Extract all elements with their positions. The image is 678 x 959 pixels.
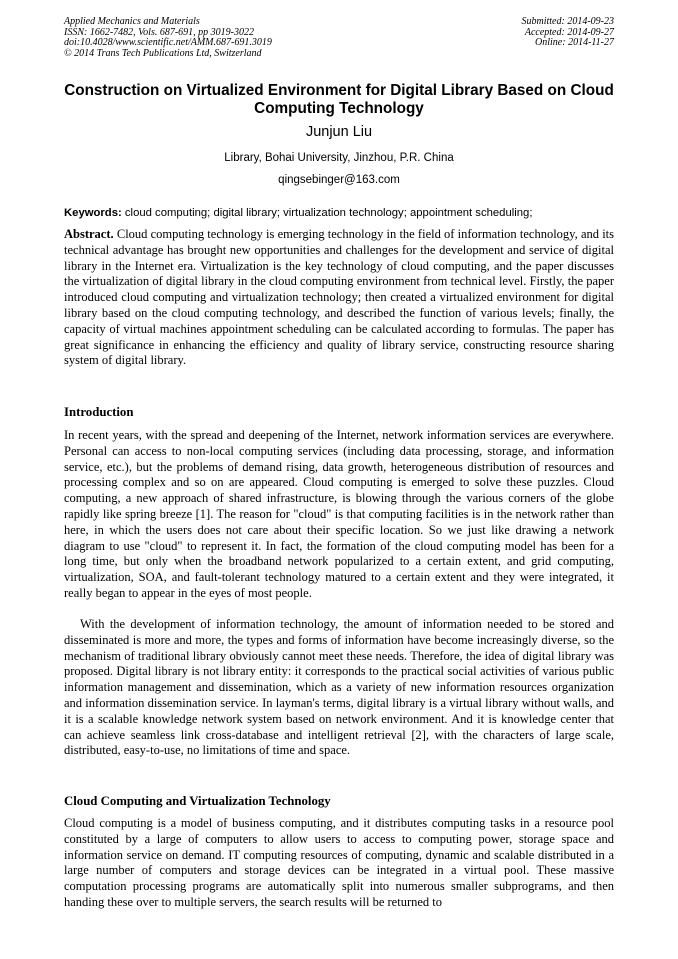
accepted-date: Accepted: 2014-09-27	[524, 26, 614, 38]
section-heading-introduction: Introduction	[64, 405, 134, 419]
issn-line: ISSN: 1662-7482, Vols. 687-691, pp 3019-3022	[64, 26, 254, 38]
submitted-date: Submitted: 2014-09-23	[521, 16, 614, 27]
section-heading-cloud-computing: Cloud Computing and Virtualization Technology	[64, 794, 331, 808]
doi-line: doi:10.4028/www.scientific.net/AMM.687-691.3019	[64, 37, 272, 48]
journal-name: Applied Mechanics and Materials	[64, 16, 200, 27]
introduction-paragraph-1: In recent years, with the spread and deepening of the Internet, network information services are everywhere. Personal can access to non-local computing services (including data processing, storage, and information service, etc.), but the problems of demand rising, data growth, heterogeneous distribution of resources and processing complex and so on are appeared. Cloud computing is emerged to solve these puzzles. Cloud computing, a new approach of shared infrastructure, is blowing through the various corners of the globe rapidly like spring breeze [1]. The reason for "cloud" is that computing facilities is in the network rather than here, in which the users does not care about their specific location. So we just like drawing a network diagram to use "cloud" to represent it. In fact, the formation of the cloud computing model has been for a long time, but only when the broadband network popularized to a certain extent, and grid computing, virtualization, SOA, and fault-tolerant technology matured to a certain extent and they were integrated, it really began to appear in the eyes of most people.	[64, 428, 614, 600]
cloud-computing-paragraph-1: Cloud computing is a model of business computing, and it distributes computing tasks in a resource pool constituted by a large of computers to allow users to access to computing power, storage space and information service on demand. IT computing resources of computing, dynamic and scalable distributed in a large number of computers and storage devices can be integrated in a virtual pool. These massive computation processing programs are automatically split into numerous smaller subprograms, and then handing these over to multiple servers, the search results will be returned to	[64, 816, 614, 909]
journal-info	[64, 17, 272, 59]
paper-title: Construction on Virtualized Environment for Digital Library Based on Cloud Computing Technology	[64, 82, 614, 117]
introduction-paragraph-2: With the development of information technology, the amount of information needed to be stored and disseminated is more and more, the types and forms of information have become increasingly diverse, so the mechanism of traditional library obviously cannot meet these needs. Therefore, the idea of digital library was proposed. Digital library is not library entity: it corresponds to the practical social activities of various public information management and dissemination, which as a variety of new information resources organization and information dissemination service. In layman's terms, digital library is a virtual library without walls, and it is a scalable knowledge network system based on network environment. And it is knowledge center that can achieve seamless link cross-database and intelligent retrieval [2], with the characters of large scale, distributed, easy-to-use, no limitations of time and space.	[64, 617, 614, 758]
author-affiliation: Library, Bohai University, Jinzhou, P.R. China	[224, 152, 454, 164]
online-date: Online: 2014-11-27	[535, 37, 614, 48]
abstract-text: Cloud computing technology is emerging technology in the field of information technology, and its technical advantage has brought new opportunities and challenges for the development and service of digital library in the Internet era. Virtualization is the key technology of cloud computing, and the paper discusses the virtualization of digital library in the cloud computing environment from technical level. Firstly, the paper introduced cloud computing and virtualization technology; then created a virtualized environment for digital library based on the cloud computing technology, and described the function of various levels; finally, the capacity of virtual machines appointment scheduling can be calculated according to formulas. The paper has great significance in enhancing the efficiency and quality of library service, constructing resource sharing system of digital library.	[64, 227, 615, 368]
author-name: Junjun Liu	[305, 124, 373, 140]
abstract-label: Abstract.	[64, 227, 114, 241]
keywords-label: Keywords:	[64, 207, 122, 219]
keywords-text: cloud computing; digital library; virtualization technology; appointment scheduling;	[124, 207, 533, 219]
abstract	[64, 227, 614, 369]
publication-dates	[522, 17, 615, 49]
author-email: qingsebinger@163.com	[278, 174, 400, 186]
keywords	[64, 206, 616, 220]
copyright-line: © 2014 Trans Tech Publications Ltd, Switzerland	[64, 47, 262, 59]
